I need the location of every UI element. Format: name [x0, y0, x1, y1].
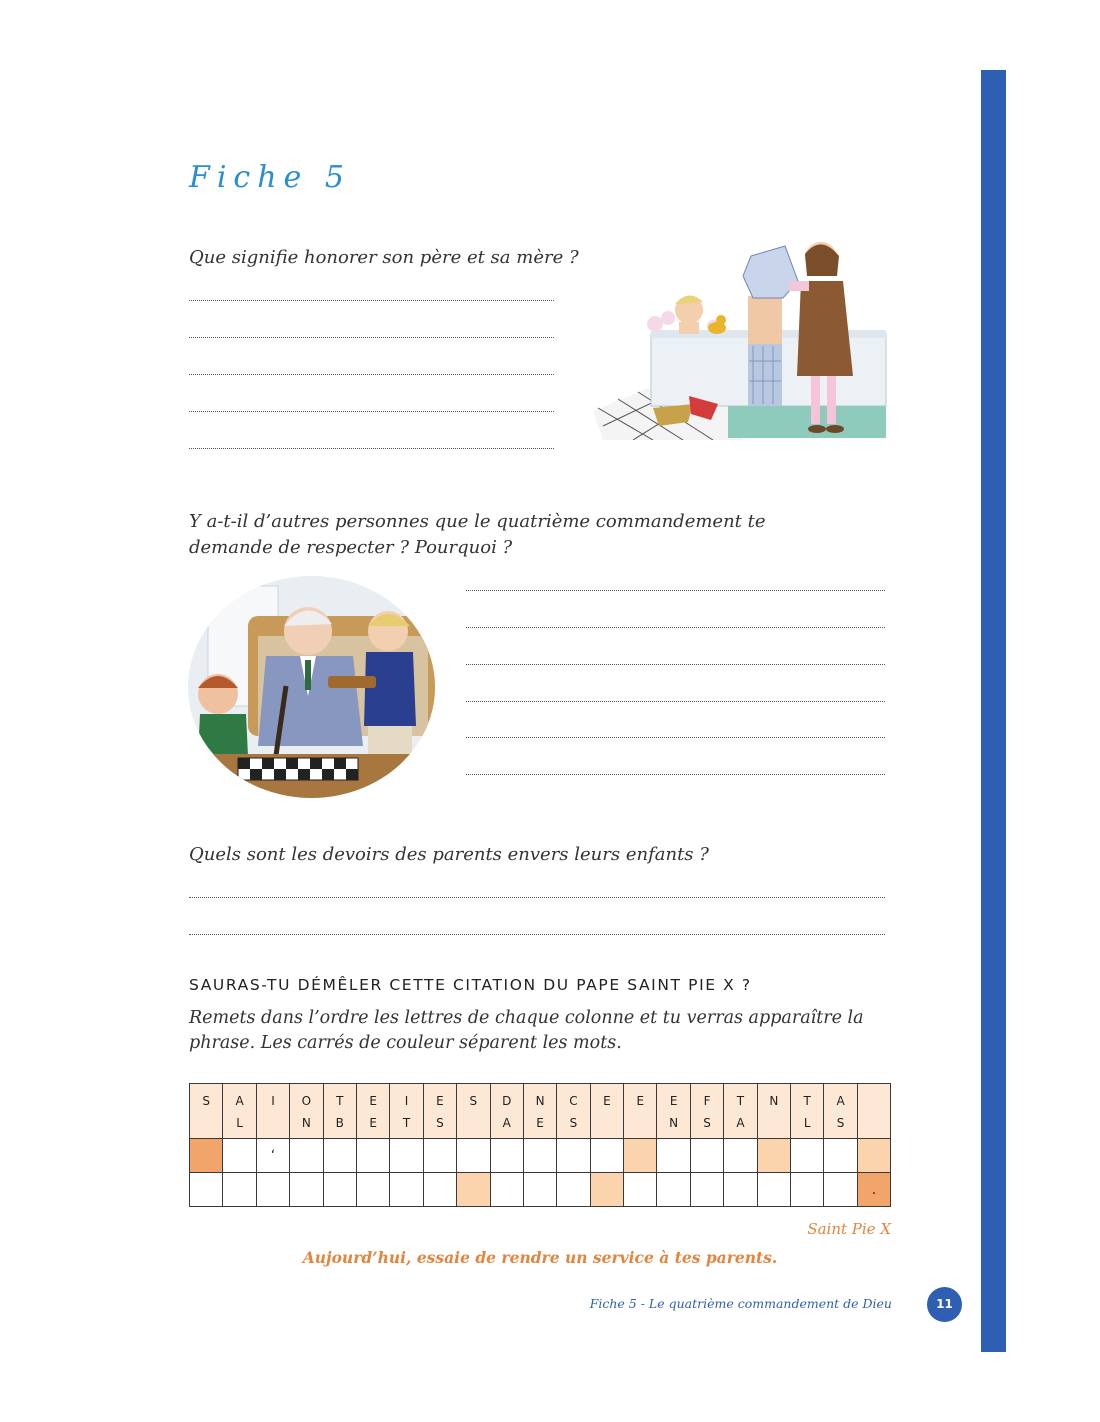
letter-column-cell — [490, 1084, 523, 1139]
answer-cell[interactable] — [256, 1173, 289, 1207]
answer-cell[interactable] — [523, 1173, 556, 1207]
answer-cell[interactable] — [791, 1139, 824, 1173]
answer-cell[interactable] — [690, 1173, 723, 1207]
side-bar — [981, 70, 1006, 1352]
answer-line[interactable] — [466, 737, 885, 738]
word-separator-cell — [457, 1173, 490, 1207]
answer-cell[interactable] — [557, 1139, 590, 1173]
question-3: Quels sont les devoirs des parents envers leurs enfants ? — [189, 844, 709, 865]
letter-top: N — [535, 1094, 545, 1108]
letter-top: T — [736, 1094, 745, 1108]
answer-line[interactable] — [466, 701, 885, 702]
letter-top: F — [703, 1094, 711, 1108]
letter-column-cell — [657, 1084, 690, 1139]
letter-column-cell — [323, 1084, 356, 1139]
letter-top: E — [669, 1094, 678, 1108]
letter-column-cell — [690, 1084, 723, 1139]
letter-column-cell — [557, 1084, 590, 1139]
letter-top: E — [603, 1094, 611, 1108]
letter-top: I — [271, 1094, 275, 1108]
letter-column-cell — [624, 1084, 657, 1139]
letter-top: N — [769, 1094, 779, 1108]
letter-top: A — [235, 1094, 244, 1108]
answer-cell[interactable] — [791, 1173, 824, 1207]
answer-cell[interactable] — [590, 1139, 623, 1173]
answer-cell[interactable] — [290, 1139, 323, 1173]
answer-cell[interactable] — [490, 1139, 523, 1173]
word-separator-cell — [757, 1139, 790, 1173]
word-separator-cell — [190, 1139, 223, 1173]
puzzle-instructions: Remets dans l’ordre les lettres de chaque colonne et tu verras apparaître la phrase. Les carrés de couleur séparent les mots. — [189, 1008, 864, 1053]
answer-line[interactable] — [189, 337, 554, 338]
answer-cell[interactable] — [323, 1173, 356, 1207]
letter-column-cell — [290, 1084, 323, 1139]
answer-cell[interactable] — [323, 1139, 356, 1173]
quote-attribution: Saint Pie X — [807, 1220, 891, 1238]
letter-bottom: S — [703, 1116, 711, 1130]
letter-top: S — [202, 1094, 210, 1108]
letter-top: T — [803, 1094, 811, 1108]
letter-bottom: L — [803, 1116, 811, 1130]
answer-cell[interactable] — [657, 1139, 690, 1173]
letter-bottom: N — [669, 1116, 679, 1130]
letter-top: E — [436, 1094, 444, 1108]
answer-cell[interactable] — [657, 1173, 690, 1207]
letter-bottom: E — [369, 1116, 377, 1130]
answer-cell[interactable] — [557, 1173, 590, 1207]
letter-column-cell — [791, 1084, 824, 1139]
letter-bottom: E — [536, 1116, 544, 1130]
word-separator-cell: . — [857, 1173, 890, 1207]
letter-top: I — [404, 1094, 409, 1108]
answer-cell[interactable] — [724, 1173, 757, 1207]
question-2: Y a-t-il d’autres personnes que le quatrième commandement te demande de respecter ? Pourquoi ? — [189, 511, 766, 558]
answer-cell[interactable] — [824, 1139, 857, 1173]
letter-column-cell — [757, 1084, 790, 1139]
answer-cell[interactable] — [390, 1173, 423, 1207]
letter-top: S — [469, 1094, 478, 1108]
question-1: Que signifie honorer son père et sa mère ? — [189, 247, 579, 268]
answer-cell[interactable] — [457, 1139, 490, 1173]
word-separator-cell — [590, 1173, 623, 1207]
letter-top: E — [369, 1094, 377, 1108]
answer-line[interactable] — [189, 411, 554, 412]
page-number-badge: 11 — [927, 1287, 962, 1322]
letter-column-cell — [724, 1084, 757, 1139]
letter-bottom: A — [736, 1116, 745, 1130]
letter-bottom: B — [335, 1116, 344, 1130]
answer-line[interactable] — [189, 448, 554, 449]
letter-bottom: S — [836, 1116, 845, 1130]
letter-bottom: A — [502, 1116, 511, 1130]
letter-column-cell — [457, 1084, 490, 1139]
letter-column-cell — [223, 1084, 256, 1139]
page-title: Fiche 5 — [189, 160, 351, 195]
answer-cell[interactable] — [423, 1139, 456, 1173]
answer-cell[interactable]: ‘ — [256, 1139, 289, 1173]
letter-column-cell — [857, 1084, 890, 1139]
answer-line[interactable] — [189, 897, 885, 898]
answer-line[interactable] — [466, 774, 885, 775]
letter-bottom: L — [236, 1116, 243, 1130]
letter-top: D — [502, 1094, 512, 1108]
letter-bottom: S — [569, 1116, 578, 1130]
children-bath-dressing-illustration — [593, 236, 888, 440]
answer-line[interactable] — [189, 374, 554, 375]
answer-cell[interactable] — [423, 1173, 456, 1207]
word-separator-cell — [624, 1139, 657, 1173]
letter-column-cell — [256, 1084, 289, 1139]
answer-cell[interactable] — [223, 1139, 256, 1173]
letter-top: C — [569, 1094, 578, 1108]
letter-column-cell — [190, 1084, 223, 1139]
letter-column-cell — [423, 1084, 456, 1139]
puzzle-grid — [189, 1083, 891, 1207]
letter-column-cell — [390, 1084, 423, 1139]
letter-top: T — [336, 1094, 344, 1108]
footer-title: Fiche 5 - Le quatrième commandement de Dieu — [589, 1296, 892, 1311]
letter-column-cell — [590, 1084, 623, 1139]
daily-tip: Aujourd’hui, essaie de rendre un service à tes parents. — [302, 1248, 778, 1267]
letter-column-cell — [824, 1084, 857, 1139]
answer-cell[interactable] — [757, 1173, 790, 1207]
letter-bottom: S — [436, 1116, 444, 1130]
answer-cell[interactable] — [356, 1173, 389, 1207]
answer-cell[interactable] — [223, 1173, 256, 1207]
puzzle-heading: SAURAS-TU DÉMÊLER CETTE CITATION DU PAPE SAINT PIE X ? — [189, 976, 752, 994]
answer-cell[interactable] — [690, 1139, 723, 1173]
answer-cell[interactable] — [390, 1139, 423, 1173]
word-separator-cell — [857, 1139, 890, 1173]
answer-cell[interactable] — [190, 1173, 223, 1207]
answer-line[interactable] — [466, 664, 885, 665]
letter-top: A — [836, 1094, 845, 1108]
letter-bottom: T — [402, 1116, 411, 1130]
answer-cell[interactable] — [724, 1139, 757, 1173]
answer-line[interactable] — [466, 627, 885, 628]
letter-column-cell — [523, 1084, 556, 1139]
answer-line[interactable] — [189, 300, 554, 301]
answer-cell[interactable] — [290, 1173, 323, 1207]
letter-bottom: N — [301, 1116, 311, 1130]
letter-column-cell — [356, 1084, 389, 1139]
answer-cell[interactable] — [824, 1173, 857, 1207]
answer-cell[interactable] — [356, 1139, 389, 1173]
answer-cell[interactable] — [490, 1173, 523, 1207]
answer-line[interactable] — [189, 934, 885, 935]
letter-top: E — [636, 1094, 645, 1108]
answer-line[interactable] — [466, 590, 885, 591]
answer-cell[interactable] — [624, 1173, 657, 1207]
answer-cell[interactable] — [523, 1139, 556, 1173]
letter-top: O — [301, 1094, 312, 1108]
grandfather-chess-children-illustration — [188, 576, 435, 798]
